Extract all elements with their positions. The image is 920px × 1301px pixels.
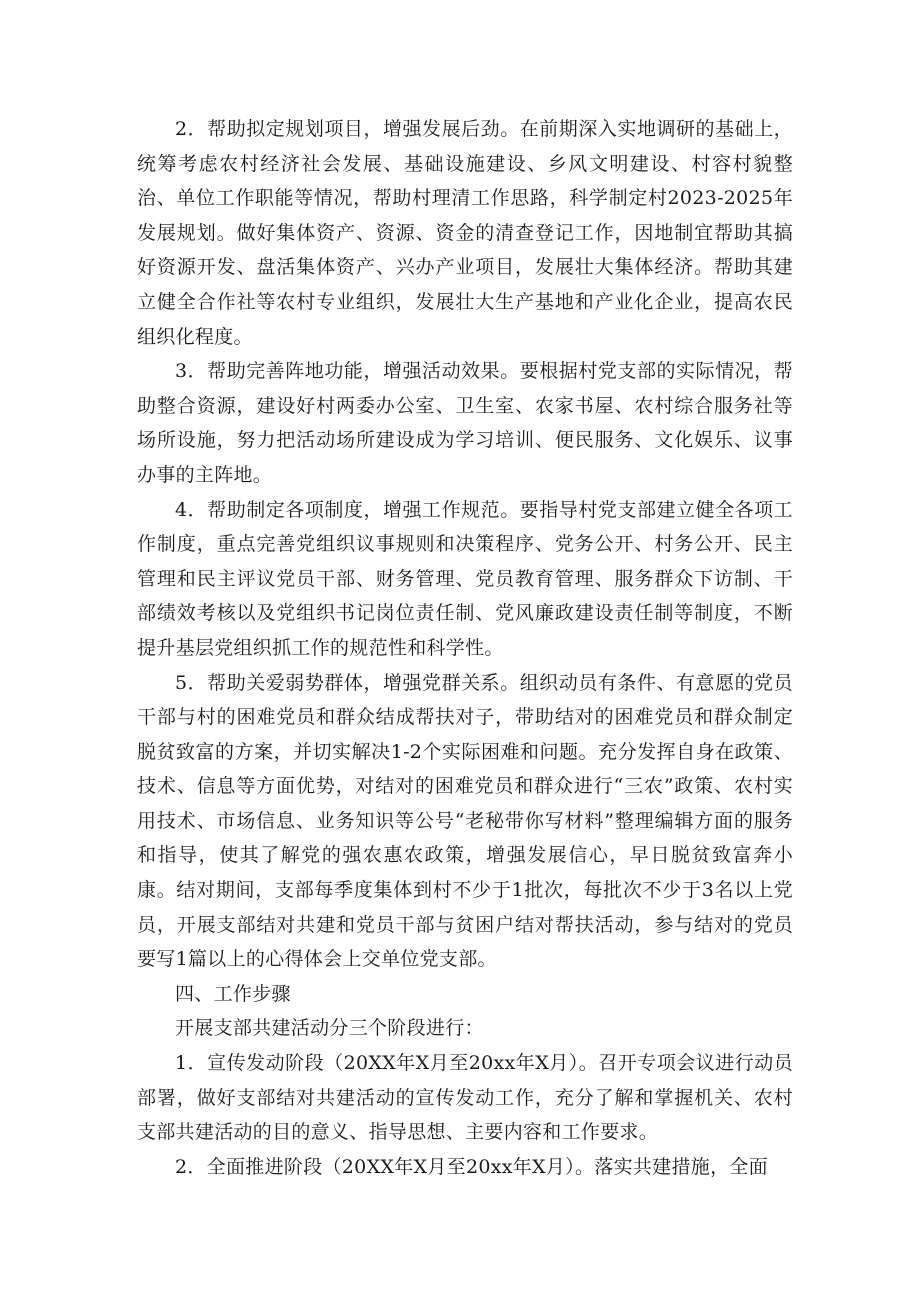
paragraph-item-4: 4．帮助制定各项制度，增强工作规范。要指导村党支部建立健全各项工作制度，重点完善党组织议事规则和决策程序、党务公开、村务公开、民主管理和民主评议党员干部、财务管理、党员教育管理、服务群众下访制、干部绩效考核以及党组织书记岗位责任制、党风廉政建设责任制等制度，不断提升基层党组织抓工作的规范性和科学性。	[137, 498, 793, 659]
section-intro: 开展支部共建活动分三个阶段进行：	[175, 1017, 484, 1040]
step-item-2: 2．全面推进阶段（20XX年X月至20xx年X月）。落实共建措施，全面	[175, 1155, 768, 1178]
step-item-1: 1．宣传发动阶段（20XX年X月至20xx年X月）。召开专项会议进行动员部署，做好支部结对共建活动的宣传发动工作，充分了解和掌握机关、农村支部共建活动的目的意义、指导思想、主要内容和工作要求。	[137, 1052, 793, 1144]
document-body	[137, 112, 793, 1184]
section-heading-work-steps: 四、工作步骤	[175, 982, 291, 1005]
paragraph-item-2: 2．帮助拟定规划项目，增强发展后劲。在前期深入实地调研的基础上，统筹考虑农村经济社会发展、基础设施建设、乡风文明建设、村容村貌整治、单位工作职能等情况，帮助村理清工作思路，科学制定村2023-2025年发展规划。做好集体资产、资源、资金的清查登记工作，因地制宜帮助其搞好资源开发、盘活集体资产、兴办产业项目，发展壮大集体经济。帮助其建立健全合作社等农村专业组织，发展壮大生产基地和产业化企业，提高农民组织化程度。	[137, 118, 793, 348]
paragraph-item-3: 3．帮助完善阵地功能，增强活动效果。要根据村党支部的实际情况，帮助整合资源，建设好村两委办公室、卫生室、农家书屋、农村综合服务社等场所设施，努力把活动场所建设成为学习培训、便民服务、文化娱乐、议事办事的主阵地。	[137, 360, 793, 486]
paragraph-item-5: 5．帮助关爱弱势群体，增强党群关系。组织动员有条件、有意愿的党员干部与村的困难党员和群众结成帮扶对子，带助结对的困难党员和群众制定脱贫致富的方案，并切实解决1-2个实际困难和问题。充分发挥自身在政策、技术、信息等方面优势，对结对的困难党员和群众进行“三农”政策、农村实用技术、市场信息、业务知识等公号“老秘带你写材料”整理编辑方面的服务和指导，使其了解党的强农惠农政策，增强发展信心，早日脱贫致富奔小康。结对期间，支部每季度集体到村不少于1批次，每批次不少于3名以上党员，开展支部结对共建和党员干部与贫困户结对帮扶活动，参与结对的党员要写1篇以上的心得体会上交单位党支部。	[137, 671, 793, 971]
